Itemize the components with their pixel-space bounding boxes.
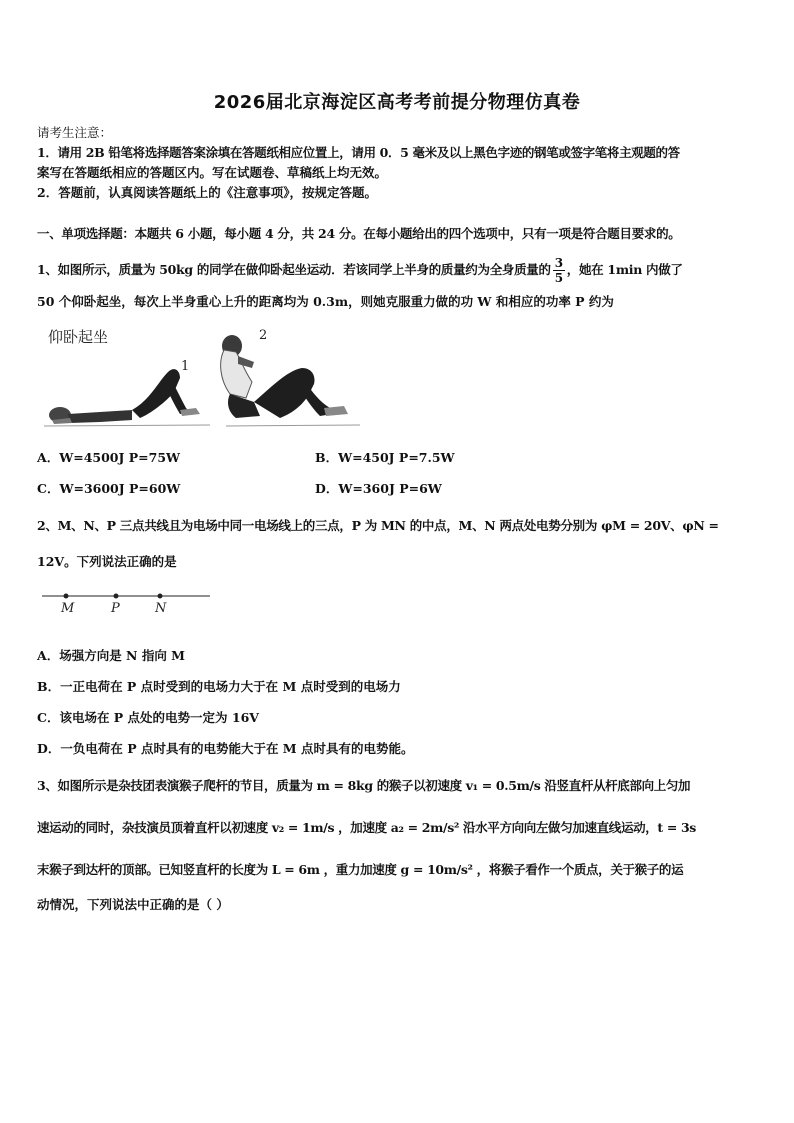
- point-n-dot: [158, 594, 163, 599]
- fig-number-2: 2: [259, 328, 268, 343]
- q3-line-4: 动情况，下列说法中正确的是（ ）: [37, 897, 229, 912]
- sitting-person-icon: [221, 335, 360, 426]
- situp-figure: [40, 322, 370, 432]
- q1-fraction: [553, 256, 565, 285]
- label-p: P: [111, 601, 120, 616]
- q2-option-a: A．场强方向是 N 指向 M: [37, 648, 186, 663]
- notice-item-1-line-2: 案写在答题纸相应的答题区内。写在试题卷、草稿纸上均无效。: [37, 165, 388, 180]
- q1-option-d: D．W=360J P=6W: [315, 481, 442, 496]
- q1-text-b: ，她在 1min 内做了: [566, 262, 683, 277]
- notice-item-1-line-1: 1．请用 2B 铅笔将选择题答案涂填在答题纸相应位置上，请用 0．5 毫米及以上黑色字迹的钢笔或签字笔将主观题的答: [37, 145, 680, 160]
- label-n: N: [155, 601, 167, 616]
- section-heading: 一、单项选择题：本题共 6 小题，每小题 4 分，共 24 分。在每小题给出的四个选项中，只有一项是符合题目要求的。: [37, 226, 681, 241]
- q2-option-c: C．该电场在 P 点处的电势一定为 16V: [37, 710, 259, 725]
- fig-number-1: 1: [181, 359, 190, 374]
- page-title: 2026届北京海淀区高考考前提分物理仿真卷: [213, 92, 581, 113]
- label-m: M: [61, 601, 75, 616]
- q1-text-a: 1、如图所示，质量为 50kg 的同学在做仰卧起坐运动．若该同学上半身的质量约为全身质量的: [37, 262, 551, 277]
- fig-label: 仰卧起坐: [48, 328, 109, 346]
- q1-frac-den: 5: [554, 271, 563, 285]
- point-p-dot: [114, 594, 119, 599]
- q1-line-2: 50 个仰卧起坐，每次上半身重心上升的距离均为 0.3m，则她克服重力做的功 W 和相应的功率 P 约为: [37, 294, 614, 309]
- q3-line-2: 速运动的同时，杂技演员顶着直杆以初速度 v₂ = 1m/s ，加速度 a₂ = 2m/s² 沿水平方向向左做匀加速直线运动，t = 3s: [37, 820, 696, 835]
- notice-heading: 请考生注意：: [37, 125, 113, 140]
- q2-option-d: D．一负电荷在 P 点时具有的电势能大于在 M 点时具有的电势能。: [37, 741, 414, 756]
- field-line-figure: [40, 585, 220, 617]
- q1-line-1: [37, 256, 683, 285]
- q1-option-c: C．W=3600J P=60W: [37, 481, 181, 496]
- q1-option-a: A．W=4500J P=75W: [37, 450, 181, 465]
- q1-option-b: B．W=450J P=7.5W: [315, 450, 455, 465]
- q3-line-3: 末猴子到达杆的顶部。已知竖直杆的长度为 L = 6m ，重力加速度 g = 10m/s² ，将猴子看作一个质点，关于猴子的运: [37, 862, 684, 877]
- q1-frac-num: 3: [554, 256, 563, 270]
- point-m-dot: [64, 594, 69, 599]
- q2-line-1: 2、M、N、P 三点共线且为电场中同一电场线上的三点，P 为 MN 的中点，M、N 两点处电势分别为 φM = 20V、φN =: [37, 518, 719, 533]
- q3-line-1: 3、如图所示是杂技团表演猴子爬杆的节目，质量为 m = 8kg 的猴子以初速度 v₁ = 0.5m/s 沿竖直杆从杆底部向上匀加: [37, 778, 691, 793]
- q2-line-2: 12V。下列说法正确的是: [37, 554, 177, 569]
- notice-item-2: 2．答题前，认真阅读答题纸上的《注意事项》，按规定答题。: [37, 185, 377, 200]
- q2-option-b: B．一正电荷在 P 点时受到的电场力大于在 M 点时受到的电场力: [37, 679, 401, 694]
- lying-person-icon: [44, 369, 210, 426]
